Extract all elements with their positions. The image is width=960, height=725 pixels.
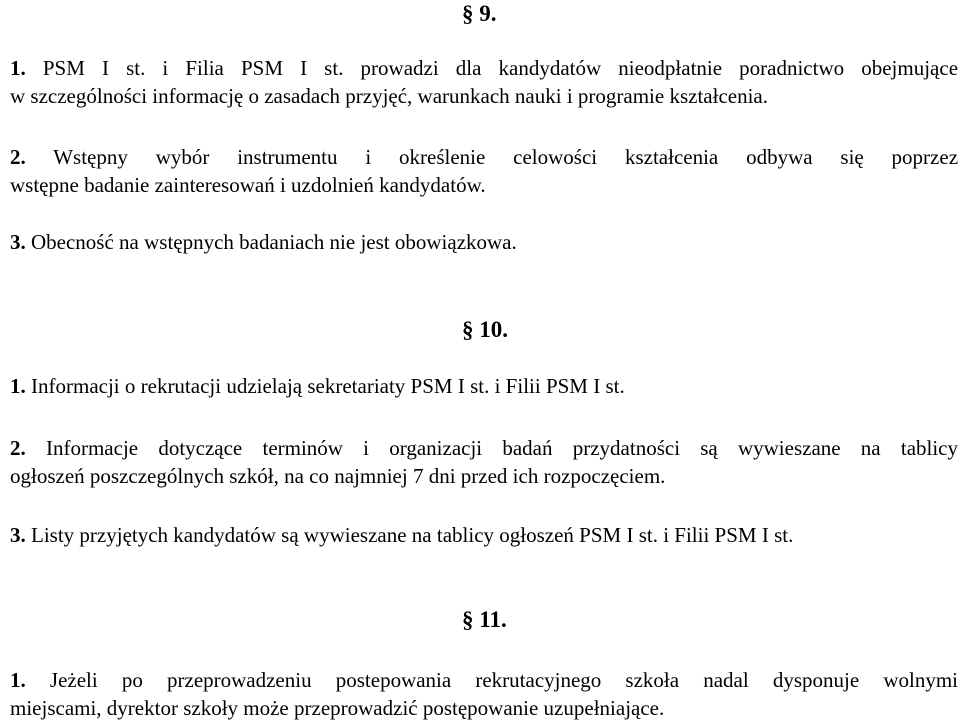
paragraph-number: 1. <box>10 374 26 398</box>
paragraph-text-line-1: Jeżeli po przeprowadzeniu postepowania rekrutacyjnego szkoła nadal dysponuje wolnymi <box>49 668 958 692</box>
paragraph-text: Informacji o rekrutacji udzielają sekretariaty PSM I st. i Filii PSM I st. <box>31 374 625 398</box>
paragraph-text-line-2: w szczególności informację o zasadach przyjęć, warunkach nauki i programie kształcenia. <box>10 84 768 108</box>
paragraph-number: 1. <box>10 56 26 80</box>
paragraph-9-2 <box>10 143 958 199</box>
paragraph-number: 1. <box>10 668 26 692</box>
paragraph-11-1 <box>10 666 958 722</box>
paragraph-text-line-1: Informacje dotyczące terminów i organizacji badań przydatności są wywieszane na tablicy <box>45 436 959 460</box>
paragraph-number: 2. <box>10 145 26 169</box>
paragraph-text: Listy przyjętych kandydatów są wywieszane na tablicy ogłoszeń PSM I st. i Filii PSM I st. <box>31 523 794 547</box>
paragraph-number: 3. <box>10 230 26 254</box>
section-heading-9: § 9. <box>462 1 497 26</box>
section-heading-10: § 10. <box>462 317 508 342</box>
paragraph-10-3 <box>10 521 958 549</box>
paragraph-text-line-2: ogłoszeń poszczególnych szkół, na co najmniej 7 dni przed ich rozpoczęciem. <box>10 464 666 488</box>
paragraph-text-line-1: Wstępny wybór instrumentu i określenie celowości kształcenia odbywa się poprzez <box>53 145 959 169</box>
paragraph-9-3 <box>10 228 958 256</box>
paragraph-text-line-1: PSM I st. i Filia PSM I st. prowadzi dla kandydatów nieodpłatnie poradnictwo obejmujące <box>42 56 959 80</box>
paragraph-10-1 <box>10 372 958 400</box>
section-heading-11: § 11. <box>462 607 507 632</box>
paragraph-9-1 <box>10 54 958 110</box>
paragraph-number: 2. <box>10 436 26 460</box>
paragraph-number: 3. <box>10 523 26 547</box>
paragraph-text-line-2: miejscami, dyrektor szkoły może przeprowadzić postępowanie uzupełniające. <box>10 696 665 720</box>
paragraph-text-line-2: wstępne badanie zainteresowań i uzdolnień kandydatów. <box>10 173 486 197</box>
paragraph-10-2 <box>10 434 958 490</box>
paragraph-text: Obecność na wstępnych badaniach nie jest obowiązkowa. <box>31 230 517 254</box>
